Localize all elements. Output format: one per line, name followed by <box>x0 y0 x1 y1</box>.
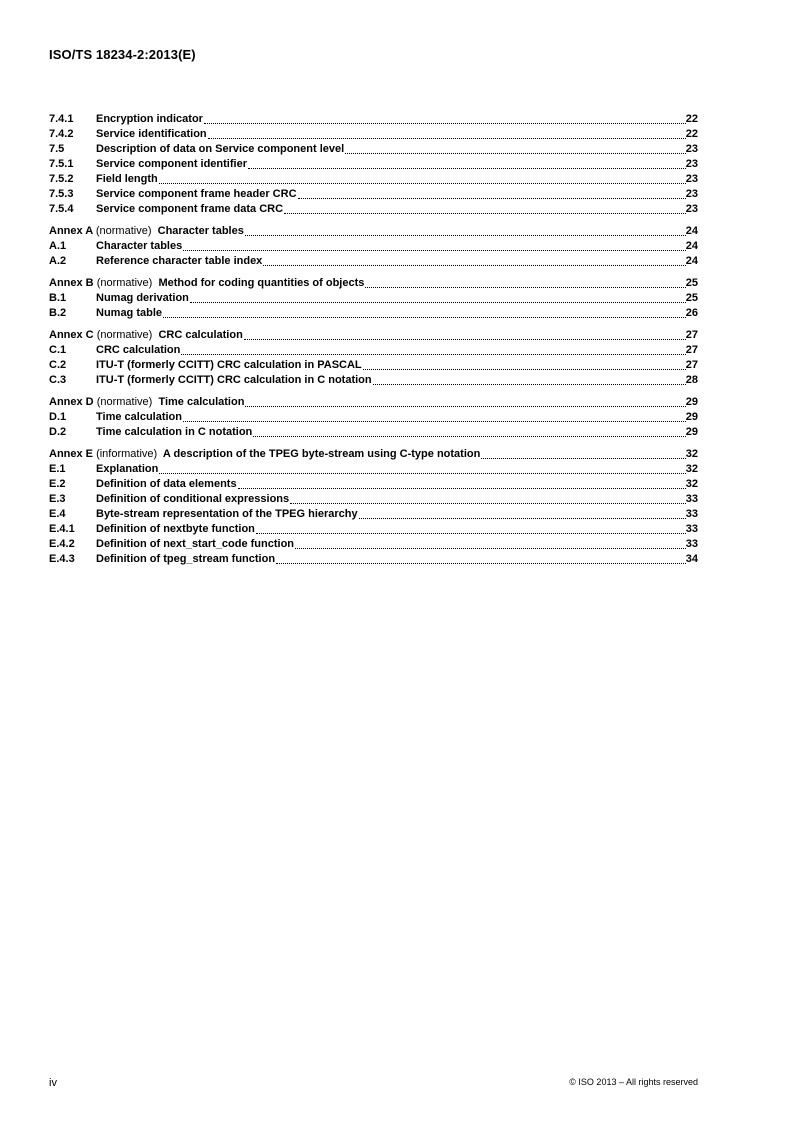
toc-entry[interactable] <box>49 537 698 552</box>
toc-entry-number: C.1 <box>49 344 67 356</box>
toc-entry-title: Numag table <box>96 307 163 319</box>
toc-page-number: 27 <box>685 329 698 341</box>
toc-entry-number: B.1 <box>49 292 67 304</box>
toc-entry-number: E.4.2 <box>49 538 75 550</box>
toc-entry-number: C.3 <box>49 374 67 386</box>
toc-entry-title: Service component frame data CRC <box>96 203 284 215</box>
annex-label: Annex E <box>49 448 94 460</box>
toc-entry-title: Character tables <box>157 225 244 237</box>
toc-entry-number: 7.5.2 <box>49 173 74 185</box>
dot-leader <box>238 487 686 489</box>
toc-page-number: 32 <box>685 463 698 475</box>
toc-entry-number: C.2 <box>49 359 67 371</box>
toc-group <box>49 276 698 321</box>
toc-entry[interactable] <box>49 306 698 321</box>
dot-leader <box>183 420 686 422</box>
toc-page-number: 23 <box>685 203 698 215</box>
dot-leader <box>248 167 686 169</box>
toc-page-number: 33 <box>685 493 698 505</box>
toc-entry[interactable] <box>49 187 698 202</box>
copyright-notice: © ISO 2013 – All rights reserved <box>569 1077 698 1087</box>
toc-page-number: 25 <box>685 292 698 304</box>
toc-entry[interactable] <box>49 239 698 254</box>
toc-entry-title: Character tables <box>96 240 183 252</box>
toc-page-number: 33 <box>685 508 698 520</box>
dot-leader <box>481 457 685 459</box>
dot-leader <box>159 182 686 184</box>
toc-entry-number: 7.5.1 <box>49 158 74 170</box>
toc-page-number: 32 <box>685 478 698 490</box>
toc-entry-title: Byte-stream representation of the TPEG hierarchy <box>96 508 358 520</box>
toc-annex-entry[interactable] <box>49 224 698 239</box>
toc-annex-entry[interactable] <box>49 447 698 462</box>
dot-leader <box>365 286 685 288</box>
annex-label: Annex C <box>49 329 94 341</box>
toc-entry-title: A description of the TPEG byte-stream using C-type notation <box>162 448 481 460</box>
toc-group <box>49 224 698 269</box>
toc-entry-title: CRC calculation <box>158 329 243 341</box>
toc-page-number: 23 <box>685 173 698 185</box>
annex-kind: (normative) <box>96 396 153 408</box>
dot-leader <box>276 562 686 564</box>
toc-entry[interactable] <box>49 127 698 142</box>
toc-page-number: 25 <box>685 277 698 289</box>
dot-leader <box>181 353 685 355</box>
toc-entry[interactable] <box>49 112 698 127</box>
dot-leader <box>345 152 686 154</box>
toc-entry-number: B.2 <box>49 307 67 319</box>
toc-entry-title: Time calculation <box>96 411 182 423</box>
dot-leader <box>190 301 686 303</box>
toc-entry-title: Definition of nextbyte function <box>96 523 255 535</box>
annex-kind: (normative) <box>96 277 153 289</box>
toc-entry-title: Description of data on Service component level <box>96 143 345 155</box>
toc-page-number: 29 <box>685 426 698 438</box>
toc-entry[interactable] <box>49 373 698 388</box>
toc-entry[interactable] <box>49 522 698 537</box>
toc-entry[interactable] <box>49 425 698 440</box>
dot-leader <box>373 383 686 385</box>
toc-entry-number: E.4.1 <box>49 523 75 535</box>
toc-page-number: 23 <box>685 158 698 170</box>
toc-entry-title: ITU-T (formerly CCITT) CRC calculation in C notation <box>96 374 372 386</box>
toc-entry-title: Numag derivation <box>96 292 189 304</box>
toc-page-number: 29 <box>685 396 698 408</box>
dot-leader <box>263 264 685 266</box>
toc-entry[interactable] <box>49 552 698 567</box>
toc-entry-title: Time calculation in C notation <box>96 426 253 438</box>
dot-leader <box>290 502 686 504</box>
dot-leader <box>245 234 686 236</box>
toc-annex-entry[interactable] <box>49 276 698 291</box>
toc-entry-number: E.2 <box>49 478 66 490</box>
toc-entry[interactable] <box>49 343 698 358</box>
toc-entry-number: E.3 <box>49 493 66 505</box>
toc-page-number: 26 <box>685 307 698 319</box>
toc-entry-number: 7.4.1 <box>49 113 74 125</box>
toc-entry-number: 7.4.2 <box>49 128 74 140</box>
dot-leader <box>244 338 686 340</box>
toc-entry-number: 7.5.3 <box>49 188 74 200</box>
toc-entry[interactable] <box>49 202 698 217</box>
page-number: iv <box>49 1077 57 1089</box>
toc-entry-title: Time calculation <box>158 396 245 408</box>
toc-entry-title: Definition of tpeg_stream function <box>96 553 276 565</box>
dot-leader <box>208 137 686 139</box>
toc-annex-entry[interactable] <box>49 395 698 410</box>
toc-page-number: 22 <box>685 113 698 125</box>
toc-page-number: 23 <box>685 188 698 200</box>
dot-leader <box>245 405 685 407</box>
toc-entry-number: E.1 <box>49 463 66 475</box>
toc-page-number: 29 <box>685 411 698 423</box>
dot-leader <box>359 517 686 519</box>
toc-page-number: 23 <box>685 143 698 155</box>
toc-page-number: 33 <box>685 523 698 535</box>
toc-entry-title: ITU-T (formerly CCITT) CRC calculation in PASCAL <box>96 359 362 371</box>
dot-leader <box>204 122 686 124</box>
toc-entry-number: E.4 <box>49 508 66 520</box>
table-of-contents <box>49 112 698 574</box>
toc-entry[interactable] <box>49 172 698 187</box>
toc-page-number: 27 <box>685 344 698 356</box>
toc-page-number: 27 <box>685 359 698 371</box>
dot-leader <box>295 547 686 549</box>
dot-leader <box>253 435 685 437</box>
toc-entry[interactable] <box>49 291 698 306</box>
toc-page-number: 24 <box>685 255 698 267</box>
toc-entry[interactable] <box>49 142 698 157</box>
dot-leader <box>256 532 686 534</box>
toc-entry-title: Field length <box>96 173 158 185</box>
toc-entry[interactable] <box>49 492 698 507</box>
annex-kind: (informative) <box>96 448 158 460</box>
toc-group <box>49 112 698 217</box>
toc-page-number: 33 <box>685 538 698 550</box>
toc-entry-title: Method for coding quantities of objects <box>158 277 365 289</box>
annex-kind: (normative) <box>96 329 153 341</box>
annex-label: Annex B <box>49 277 94 289</box>
toc-entry[interactable] <box>49 410 698 425</box>
toc-entry-title: CRC calculation <box>96 344 181 356</box>
toc-entry[interactable] <box>49 507 698 522</box>
toc-page-number: 22 <box>685 128 698 140</box>
toc-entry-title: Definition of conditional expressions <box>96 493 290 505</box>
dot-leader <box>298 197 686 199</box>
toc-page-number: 24 <box>685 240 698 252</box>
toc-group <box>49 447 698 567</box>
toc-entry[interactable] <box>49 477 698 492</box>
toc-page-number: 34 <box>685 553 698 565</box>
dot-leader <box>183 249 686 251</box>
toc-entry-number: 7.5.4 <box>49 203 74 215</box>
toc-entry[interactable] <box>49 254 698 269</box>
toc-group <box>49 328 698 388</box>
toc-entry[interactable] <box>49 157 698 172</box>
toc-annex-entry[interactable] <box>49 328 698 343</box>
toc-entry-number: E.4.3 <box>49 553 75 565</box>
toc-page-number: 32 <box>685 448 698 460</box>
document-id: ISO/TS 18234-2:2013(E) <box>49 47 196 62</box>
toc-entry-number: A.1 <box>49 240 67 252</box>
toc-entry-number: D.1 <box>49 411 67 423</box>
toc-entry-number: 7.5 <box>49 143 65 155</box>
toc-entry[interactable] <box>49 462 698 477</box>
toc-entry-number: A.2 <box>49 255 67 267</box>
toc-entry[interactable] <box>49 358 698 373</box>
toc-entry-title: Explanation <box>96 463 159 475</box>
toc-entry-title: Definition of next_start_code function <box>96 538 295 550</box>
annex-kind: (normative) <box>95 225 152 237</box>
toc-entry-number: D.2 <box>49 426 67 438</box>
toc-entry-title: Definition of data elements <box>96 478 237 490</box>
annex-label: Annex D <box>49 396 94 408</box>
toc-group <box>49 395 698 440</box>
toc-entry-title: Service component frame header CRC <box>96 188 297 200</box>
toc-entry-title: Service identification <box>96 128 207 140</box>
annex-label: Annex A <box>49 225 93 237</box>
toc-entry-title: Service component identifier <box>96 158 247 170</box>
toc-page-number: 24 <box>685 225 698 237</box>
toc-entry-title: Encryption indicator <box>96 113 203 125</box>
dot-leader <box>284 212 686 214</box>
dot-leader <box>159 472 685 474</box>
toc-entry-title: Reference character table index <box>96 255 263 267</box>
dot-leader <box>363 368 686 370</box>
dot-leader <box>163 316 686 318</box>
toc-page-number: 28 <box>685 374 698 386</box>
